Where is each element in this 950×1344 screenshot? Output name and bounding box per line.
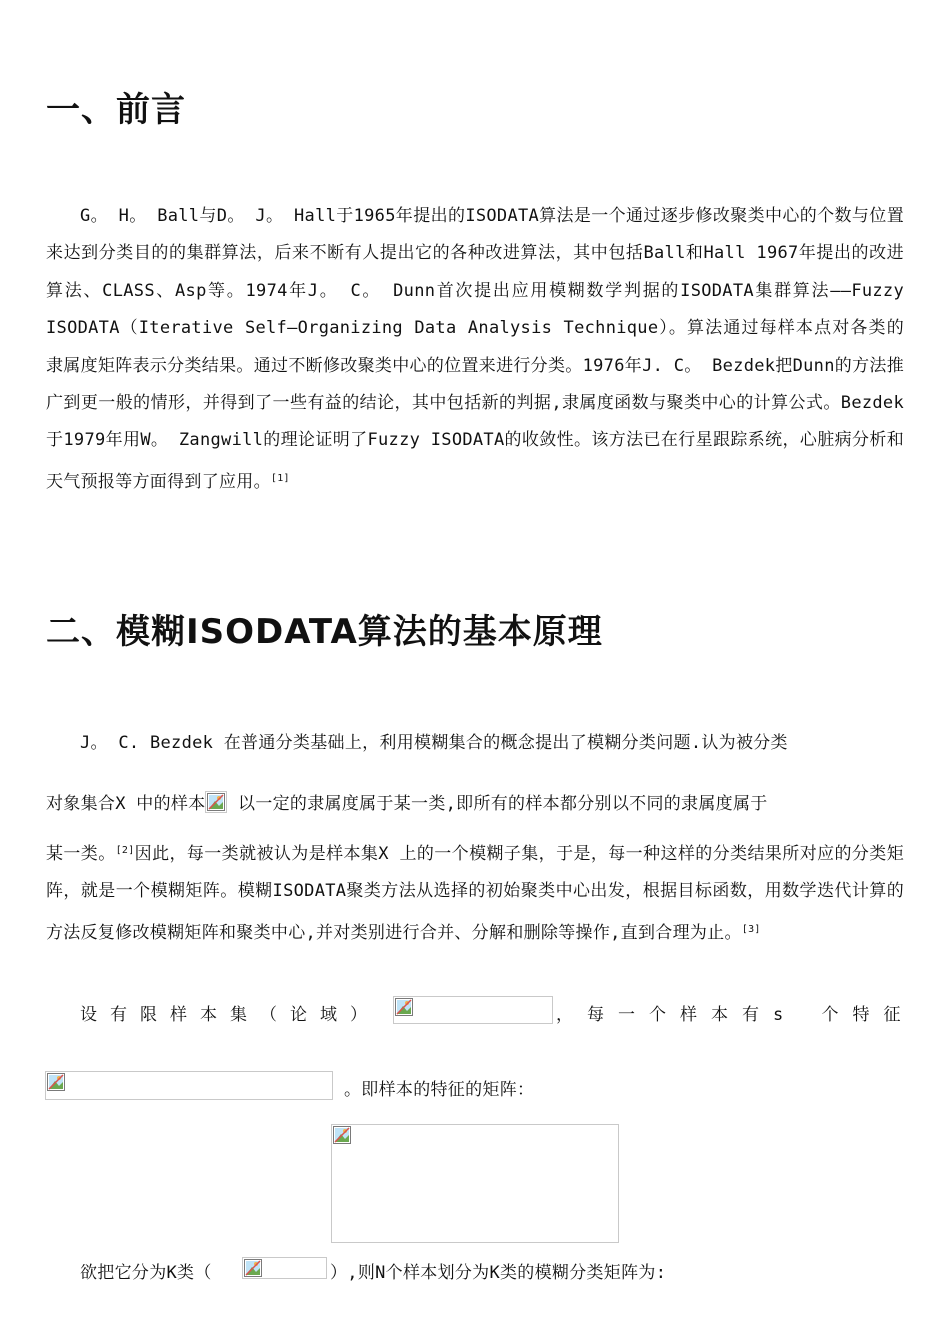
partition-label-start: 欲把它分为K类（ xyxy=(80,1263,212,1283)
preface-paragraph xyxy=(46,198,904,501)
broken-image-icon xyxy=(47,1073,65,1091)
broken-image-icon xyxy=(207,793,225,811)
section-heading-preface: 一、前言 xyxy=(46,90,186,130)
section-heading-principle: 二、模糊ISODATA算法的基本原理 xyxy=(46,612,603,652)
broken-image-icon xyxy=(333,1126,351,1144)
sample-set-formula-image xyxy=(393,996,553,1024)
sample-formula-image xyxy=(205,791,227,813)
feature-count-label: ，每一个样本有s 个特征 xyxy=(556,1005,915,1025)
partition-label-end: ）,则N个样本划分为K类的模糊分类矩阵为: xyxy=(330,1263,667,1283)
feature-formula-image xyxy=(45,1071,333,1100)
principle-line-2-end: 以一定的隶属度属于某一类,即所有的样本都分别以不同的隶属度属于 xyxy=(227,794,768,814)
principle-paragraph-rest xyxy=(46,832,904,952)
principle-line-3-start: 某一类。 xyxy=(46,844,116,864)
feature-matrix-image xyxy=(331,1124,619,1243)
reference-2[interactable]: [2] xyxy=(115,845,135,856)
broken-image-icon xyxy=(395,998,413,1016)
principle-line-2-start: 对象集合X 中的样本 xyxy=(46,794,206,814)
preface-text: G。 H。 Ball与D。 J。 Hall于1965年提出的ISODATA算法是一个通过逐步修改聚类中心的个数与位置来达到分类目的的集群算法，后来不断有人提出它的各种改进算法，其中包括Ball和Hall 1967年提出的改进算法、CLASS、Asp等。1974年J。 C。 Dunn首次提出应用模糊数学判据的ISODATA集群算法——Fuzzy ISODATA（Iterative Self—Organizing Data Analysis Technique）。算法通过每样本点对各类的隶属度矩阵表示分类结果。通过不断修改聚类中心的位置来进行分类。1976年J. C。 Bezdek把Dunn的方法推广到更一般的情形，并得到了一些有益的结论，其中包括新的判据,隶属度函数与聚类中心的计算公式。Bezdek于1979年用W。 Zangwill的理论证明了Fuzzy ISODATA的收敛性。该方法已在行星跟踪系统，心脏病分析和天气预报等方面得到了应用。 xyxy=(46,206,904,492)
principle-line-3-rest: 因此，每一类就被认为是样本集X 上的一个模糊子集，于是，每一种这样的分类结果所对应的分类矩阵，就是一个模糊矩阵。模糊ISODATA聚类方法从选择的初始聚类中心出发，根据目标函数，用数学迭代计算的方法反复修改模糊矩阵和聚类中心,并对类别进行合并、分解和删除等操作,直到合理为止。 xyxy=(46,844,904,943)
feature-matrix-label: 。即样本的特征的矩阵： xyxy=(344,1080,535,1100)
broken-image-icon xyxy=(244,1259,262,1277)
class-count-formula-image xyxy=(242,1257,327,1279)
principle-line-2 xyxy=(46,789,768,814)
sample-set-label: 设有限样本集（论域） xyxy=(80,1005,380,1025)
reference-3[interactable]: [3] xyxy=(741,923,761,935)
principle-line-1: J。 C. Bezdek 在普通分类基础上，利用模糊集合的概念提出了模糊分类问题.认为被分类 xyxy=(80,733,788,753)
reference-1[interactable]: [1] xyxy=(270,472,290,484)
